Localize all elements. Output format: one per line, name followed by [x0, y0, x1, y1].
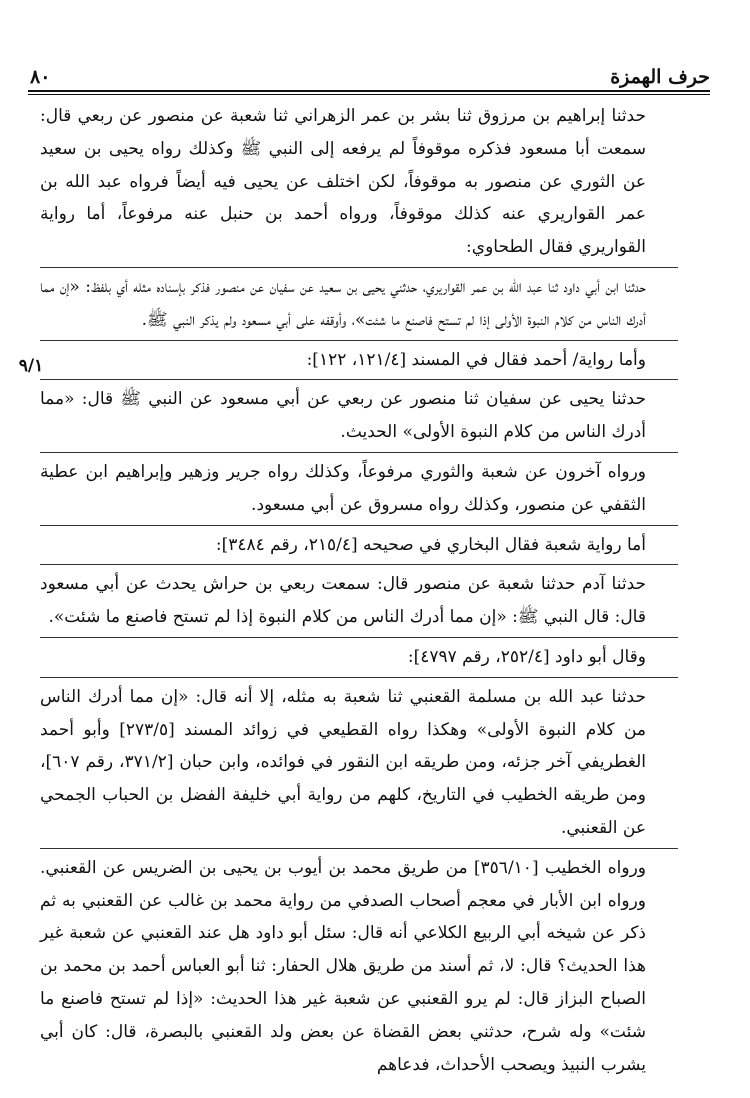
paragraph-divider — [40, 677, 678, 678]
paragraph: وأما رواية/ أحمد فقال في المسند [١٢١/٤، ١٢٢]: — [306, 349, 646, 370]
paragraph-divider — [40, 267, 678, 268]
paragraph: حدثنا ابن أبي داود ثنا عبد الله بن عمر القواريري، حدثني يحيى بن سعيد عن سفيان عن منصور فذكر بإسناده مثله أي بلفظ: «إن مما أدرك الناس من كلام النبوة الأولى إذا لم تستح فاصنع ما شئت»، وأوقفه على أبي مسعود ولم يذكر النبي ﷺ. — [40, 276, 646, 330]
paragraph: حدثنا يحيى عن سفيان ثنا منصور عن ربعي عن أبي مسعود عن النبي ﷺ قال: «مما أدرك الناس من كلام النبوة الأولى» الحديث. — [40, 389, 646, 443]
paragraph-divider — [40, 379, 678, 380]
paragraph: وقال أبو داود [٢٥٢/٤، رقم ٤٧٩٧]: — [407, 646, 646, 667]
paragraph: ورواه الخطيب [٣٥٦/١٠] من طريق محمد بن أيوب بن يحيى بن الضريس عن القعنبي. ورواه ابن الأبار في معجم أصحاب الصدفي من رواية محمد بن غالب عن القعنبي به ثم ذكر عن شيخه أبي الربيع الكلاعي أنه قال: سئل أبو داود هل عند القعنبي عن شعبة غير هذا الحديث؟ قال: لا، ثم أسند من طريق هلال الحفار: ثنا أبو العباس أحمد بن محمد بن الصباح البزاز قال: لم يرو القعنبي عن شعبة غير هذا الحديث: «إذا لم تستح فاصنع ما شئت» وله شرح، حدثني بعض القضاة عن بعض ولد القعنبي بالبصرة، قال: كان أبي يشرب النبيذ ويصحب الأحداث، فدعاهم — [40, 857, 646, 1075]
paragraph: حدثنا عبد الله بن مسلمة القعنبي ثنا شعبة به مثله، إلا أنه قال: «إن مما أدرك الناس من كلام النبوة الأولى» وهكذا رواه القطيعي في زوائد المسند [٢٧٣/٥] وأبو أحمد الغطريفي آخر جزئه، ومن طريقه ابن النقور في فوائده، وابن حبان [٣٧١/٢، رقم ٦٠٧]، ومن طريقه الخطيب في التاريخ، كلهم من رواية أبي خليفة الفضل بن الحباب الجمحي عن القعنبي. — [40, 686, 646, 838]
paragraph-divider — [40, 564, 678, 565]
paragraph-divider — [40, 340, 678, 341]
paragraph-divider — [40, 452, 678, 453]
header-rule — [28, 90, 710, 92]
paragraph-divider — [40, 525, 678, 526]
margin-volume-page-marker: ٩/١ — [18, 356, 44, 376]
paragraph-divider — [40, 848, 678, 849]
header-rule-thin — [28, 94, 710, 95]
paragraph: أما رواية شعبة فقال البخاري في صحيحه [٢١٥/٤، رقم ٣٤٨٤]: — [215, 534, 646, 555]
paragraph: حدثنا آدم حدثنا شعبة عن منصور قال: سمعت ربعي بن حراش يحدث عن أبي مسعود قال: قال النبي ﷺ: «إن مما أدرك الناس من كلام النبوة إذا لم تستح فاصنع ما شئت». — [40, 574, 646, 628]
page-header — [28, 58, 710, 88]
paragraph: ورواه آخرون عن شعبة والثوري مرفوعاً، وكذلك رواه جرير وزهير وإبراهيم ابن عطية الثقفي عن منصور، وكذلك رواه مسروق عن أبي مسعود. — [40, 461, 646, 515]
paragraph: حدثنا إبراهيم بن مرزوق ثنا بشر بن عمر الزهراني ثنا شعبة عن منصور عن ربعي قال: سمعت أبا مسعود فذكره موقوفاً لم يرفعه إلى النبي ﷺ وكذلك رواه يحيى بن سعيد عن الثوري عن منصور به موقوفاً، لكن اختلف عن يحيى فيه أيضاً فرواه عبد الله بن عمر القواريري عنه كذلك موقوفاً، ورواه أحمد بن حنبل عنه مرفوعاً، أما رواية القواريري فقال الطحاوي: — [40, 106, 646, 258]
paragraph-divider — [40, 637, 678, 638]
page-body — [40, 100, 678, 1081]
running-title: حرف الهمزة — [610, 66, 710, 88]
page-number: ٨٠ — [30, 66, 51, 88]
